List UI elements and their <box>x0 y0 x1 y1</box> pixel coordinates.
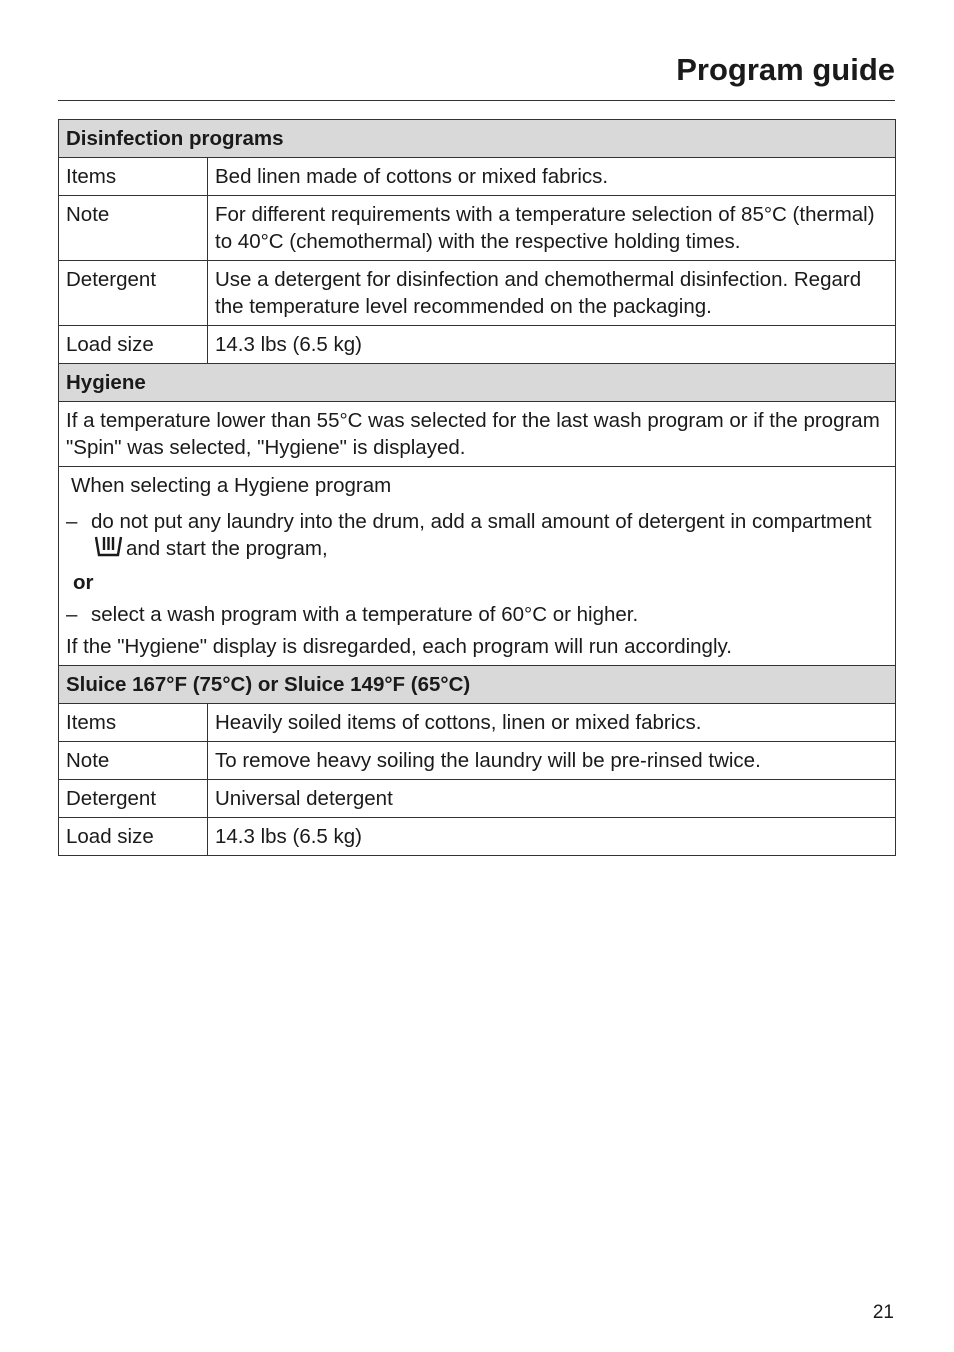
hygiene-intro: When selecting a Hygiene program <box>71 474 392 497</box>
page-number: 21 <box>872 1302 894 1323</box>
row-value: To remove heavy soiling the laundry will be pre-rinsed twice. <box>208 742 896 780</box>
row-label: Detergent <box>59 780 208 818</box>
dash-marker: – <box>66 510 78 533</box>
table-row <box>59 261 896 326</box>
row-value: For different requirements with a temperature selection of 85°C (thermal) to 40°C (chemothermal) with the respective holding times. <box>208 196 896 261</box>
table-row <box>59 818 896 856</box>
bullet-text <box>91 508 888 564</box>
row-label: Detergent <box>59 261 208 326</box>
hygiene-heading: Hygiene <box>59 364 896 402</box>
list-item <box>66 508 888 564</box>
page-title: Program guide <box>676 52 895 87</box>
table-row <box>59 158 896 196</box>
row-value: Heavily soiled items of cottons, linen or mixed fabrics. <box>208 704 896 742</box>
section-header-row <box>59 666 896 704</box>
row-label: Load size <box>59 326 208 364</box>
dash-marker: – <box>66 603 78 626</box>
section-header-row <box>59 364 896 402</box>
table-row <box>59 326 896 364</box>
main-wash-compartment-icon <box>94 535 123 564</box>
row-value: 14.3 lbs (6.5 kg) <box>208 326 896 364</box>
row-label: Load size <box>59 818 208 856</box>
bullet-text-part: do not put any laundry into the drum, add a small amount of detergent in compartment <box>91 510 872 533</box>
table-row <box>59 467 896 666</box>
hygiene-description: If a temperature lower than 55°C was selected for the last wash program or if the program "Spin" was selected, "Hygiene" is displayed. <box>59 402 896 467</box>
table-row <box>59 704 896 742</box>
program-guide-table <box>58 119 896 856</box>
row-value: Bed linen made of cottons or mixed fabrics. <box>208 158 896 196</box>
bullet-text-part: and start the program, <box>126 537 328 560</box>
table-row <box>59 196 896 261</box>
hygiene-footer-note: If the "Hygiene" display is disregarded, each program will run accordingly. <box>66 635 732 658</box>
header-rule <box>58 100 895 101</box>
list-item <box>66 601 888 628</box>
row-value: 14.3 lbs (6.5 kg) <box>208 818 896 856</box>
row-value: Universal detergent <box>208 780 896 818</box>
table-row <box>59 780 896 818</box>
row-value: Use a detergent for disinfection and chemothermal disinfection. Regard the temperature level recommended on the packaging. <box>208 261 896 326</box>
section-header-row <box>59 120 896 158</box>
row-label: Note <box>59 196 208 261</box>
bullet-text: select a wash program with a temperature of 60°C or higher. <box>91 603 639 626</box>
hygiene-instructions <box>59 467 896 666</box>
row-label: Items <box>59 158 208 196</box>
table-row <box>59 742 896 780</box>
table-row <box>59 402 896 467</box>
sluice-heading: Sluice 167°F (75°C) or Sluice 149°F (65°C) <box>59 666 896 704</box>
or-label: or <box>73 571 94 594</box>
row-label: Note <box>59 742 208 780</box>
row-label: Items <box>59 704 208 742</box>
disinfection-heading: Disinfection programs <box>59 120 896 158</box>
